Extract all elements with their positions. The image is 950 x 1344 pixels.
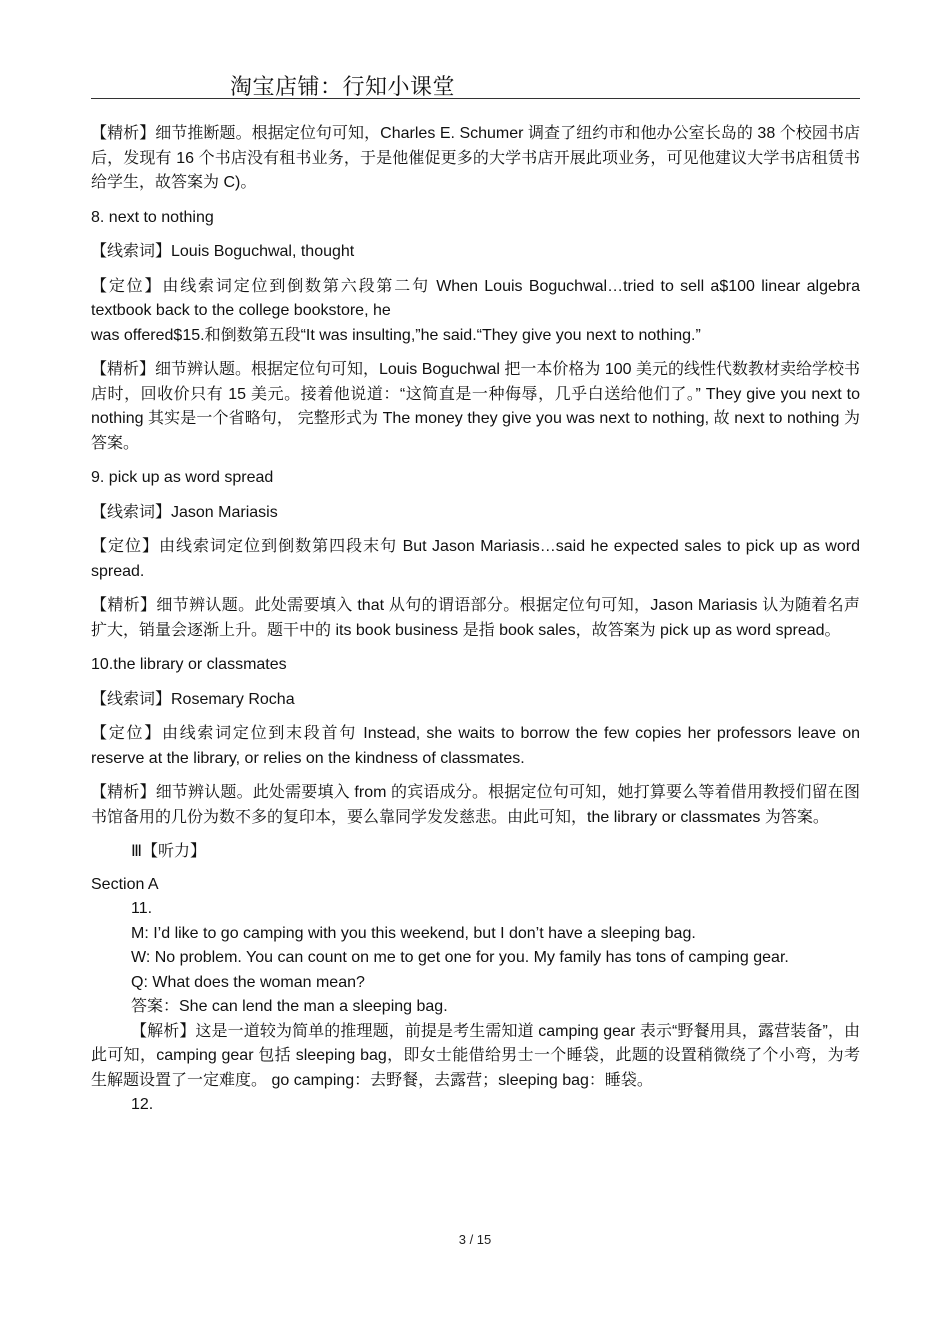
paragraph-clue-q10: 【线索词】Rosemary Rocha bbox=[91, 690, 295, 708]
paragraph-analysis-q8: 【精析】细节辨认题。根据定位句可知，Louis Boguchwal 把一本价格为 100 美元的线性代数教材卖给学校书店时，回收价只有 15 美元。接着他说道：“这简直是一种侮辱，几乎白送给他们了。” They give you next to nothing 其实是一个省略句， 完整形式为 The money they give you was next to nothing, 故 next to nothing 为答案。 bbox=[91, 361, 861, 452]
header-divider bbox=[91, 98, 860, 99]
question-8-answer: 8. next to nothing bbox=[91, 208, 214, 226]
section-label: Section A bbox=[91, 875, 159, 893]
paragraph-clue-q8: 【线索词】Louis Boguchwal, thought bbox=[91, 243, 355, 260]
paragraph-locate-q10: 【定位】由线索词定位到末段首句 Instead, she waits to borrow the few copies her professors leave on reserve at the library, or relies on the kindness of classmates. bbox=[91, 725, 860, 767]
paragraph-analysis-q10: 【精析】细节辨认题。此处需要填入 from 的宾语成分。根据定位句可知，她打算要么等着借用教授们留在图书馆备用的几份为数不多的复印本，要么靠同学发发慈悲。由此可知，the library or classmates 为答案。 bbox=[91, 784, 860, 826]
question-12-number: 12. bbox=[131, 1096, 154, 1113]
paragraph-locate-q9: 【定位】由线索词定位到倒数第四段末句 But Jason Mariasis…said he expected sales to pick up as word spread. bbox=[91, 538, 860, 580]
question-11-analysis: 【解析】这是一道较为简单的推理题，前提是考生需知道 camping gear 表示“野餐用具，露营装备”，由此可知，camping gear 包括 sleeping bag，即女士能借给男士一个睡袋，此题的设置稍微绕了个小弯，为考生解题设置了一定难度。 go camping：去野餐，去露营；sleeping bag：睡袋。 bbox=[91, 1022, 860, 1089]
paragraph-locate-q8-line2: was offered$15.和倒数第五段“It was insulting,”he said.“They give you next to nothing.” bbox=[91, 326, 701, 344]
document-header-title: 淘宝店铺：行知小课堂 bbox=[230, 74, 456, 99]
dialogue-woman-line: W: No problem. You can count on me to get one for you. My family has tons of camping gear. bbox=[131, 949, 789, 966]
paragraph-locate-q8-line1: 【定位】由线索词定位到倒数第六段第二句 When Louis Boguchwal…tried to sell a$100 linear algebra textbook back to the college bookstore, he bbox=[91, 277, 860, 319]
question-11-answer: 答案：She can lend the man a sleeping bag. bbox=[131, 998, 448, 1015]
page-number: 3 / 15 bbox=[458, 1232, 492, 1247]
document-body bbox=[91, 122, 860, 1118]
question-9-answer: 9. pick up as word spread bbox=[91, 469, 274, 486]
question-11-number: 11. bbox=[131, 900, 153, 917]
paragraph-clue-q9: 【线索词】Jason Mariasis bbox=[91, 503, 278, 521]
dialogue-question: Q: What does the woman mean? bbox=[131, 973, 365, 991]
dialogue-man-line: M: I’d like to go camping with you this weekend, but I don’t have a sleeping bag. bbox=[131, 924, 696, 942]
paragraph-analysis-q9: 【精析】细节辨认题。此处需要填入 that 从句的谓语部分。根据定位句可知，Jason Mariasis 认为随着名声扩大，销量会逐渐上升。题干中的 its book business 是指 book sales，故答案为 pick up as word spread。 bbox=[91, 597, 860, 639]
question-10-answer: 10.the library or classmates bbox=[91, 656, 287, 673]
listening-heading: Ⅲ【听力】 bbox=[131, 843, 207, 860]
paragraph-analysis-q7: 【精析】细节推断题。根据定位句可知，Charles E. Schumer 调查了纽约市和他办公室长岛的 38 个校园书店后，发现有 16 个书店没有租书业务，于是他催促更多的大学书店开展此项业务，可见他建议大学书店租赁书给学生，故答案为 C)。 bbox=[91, 125, 860, 191]
